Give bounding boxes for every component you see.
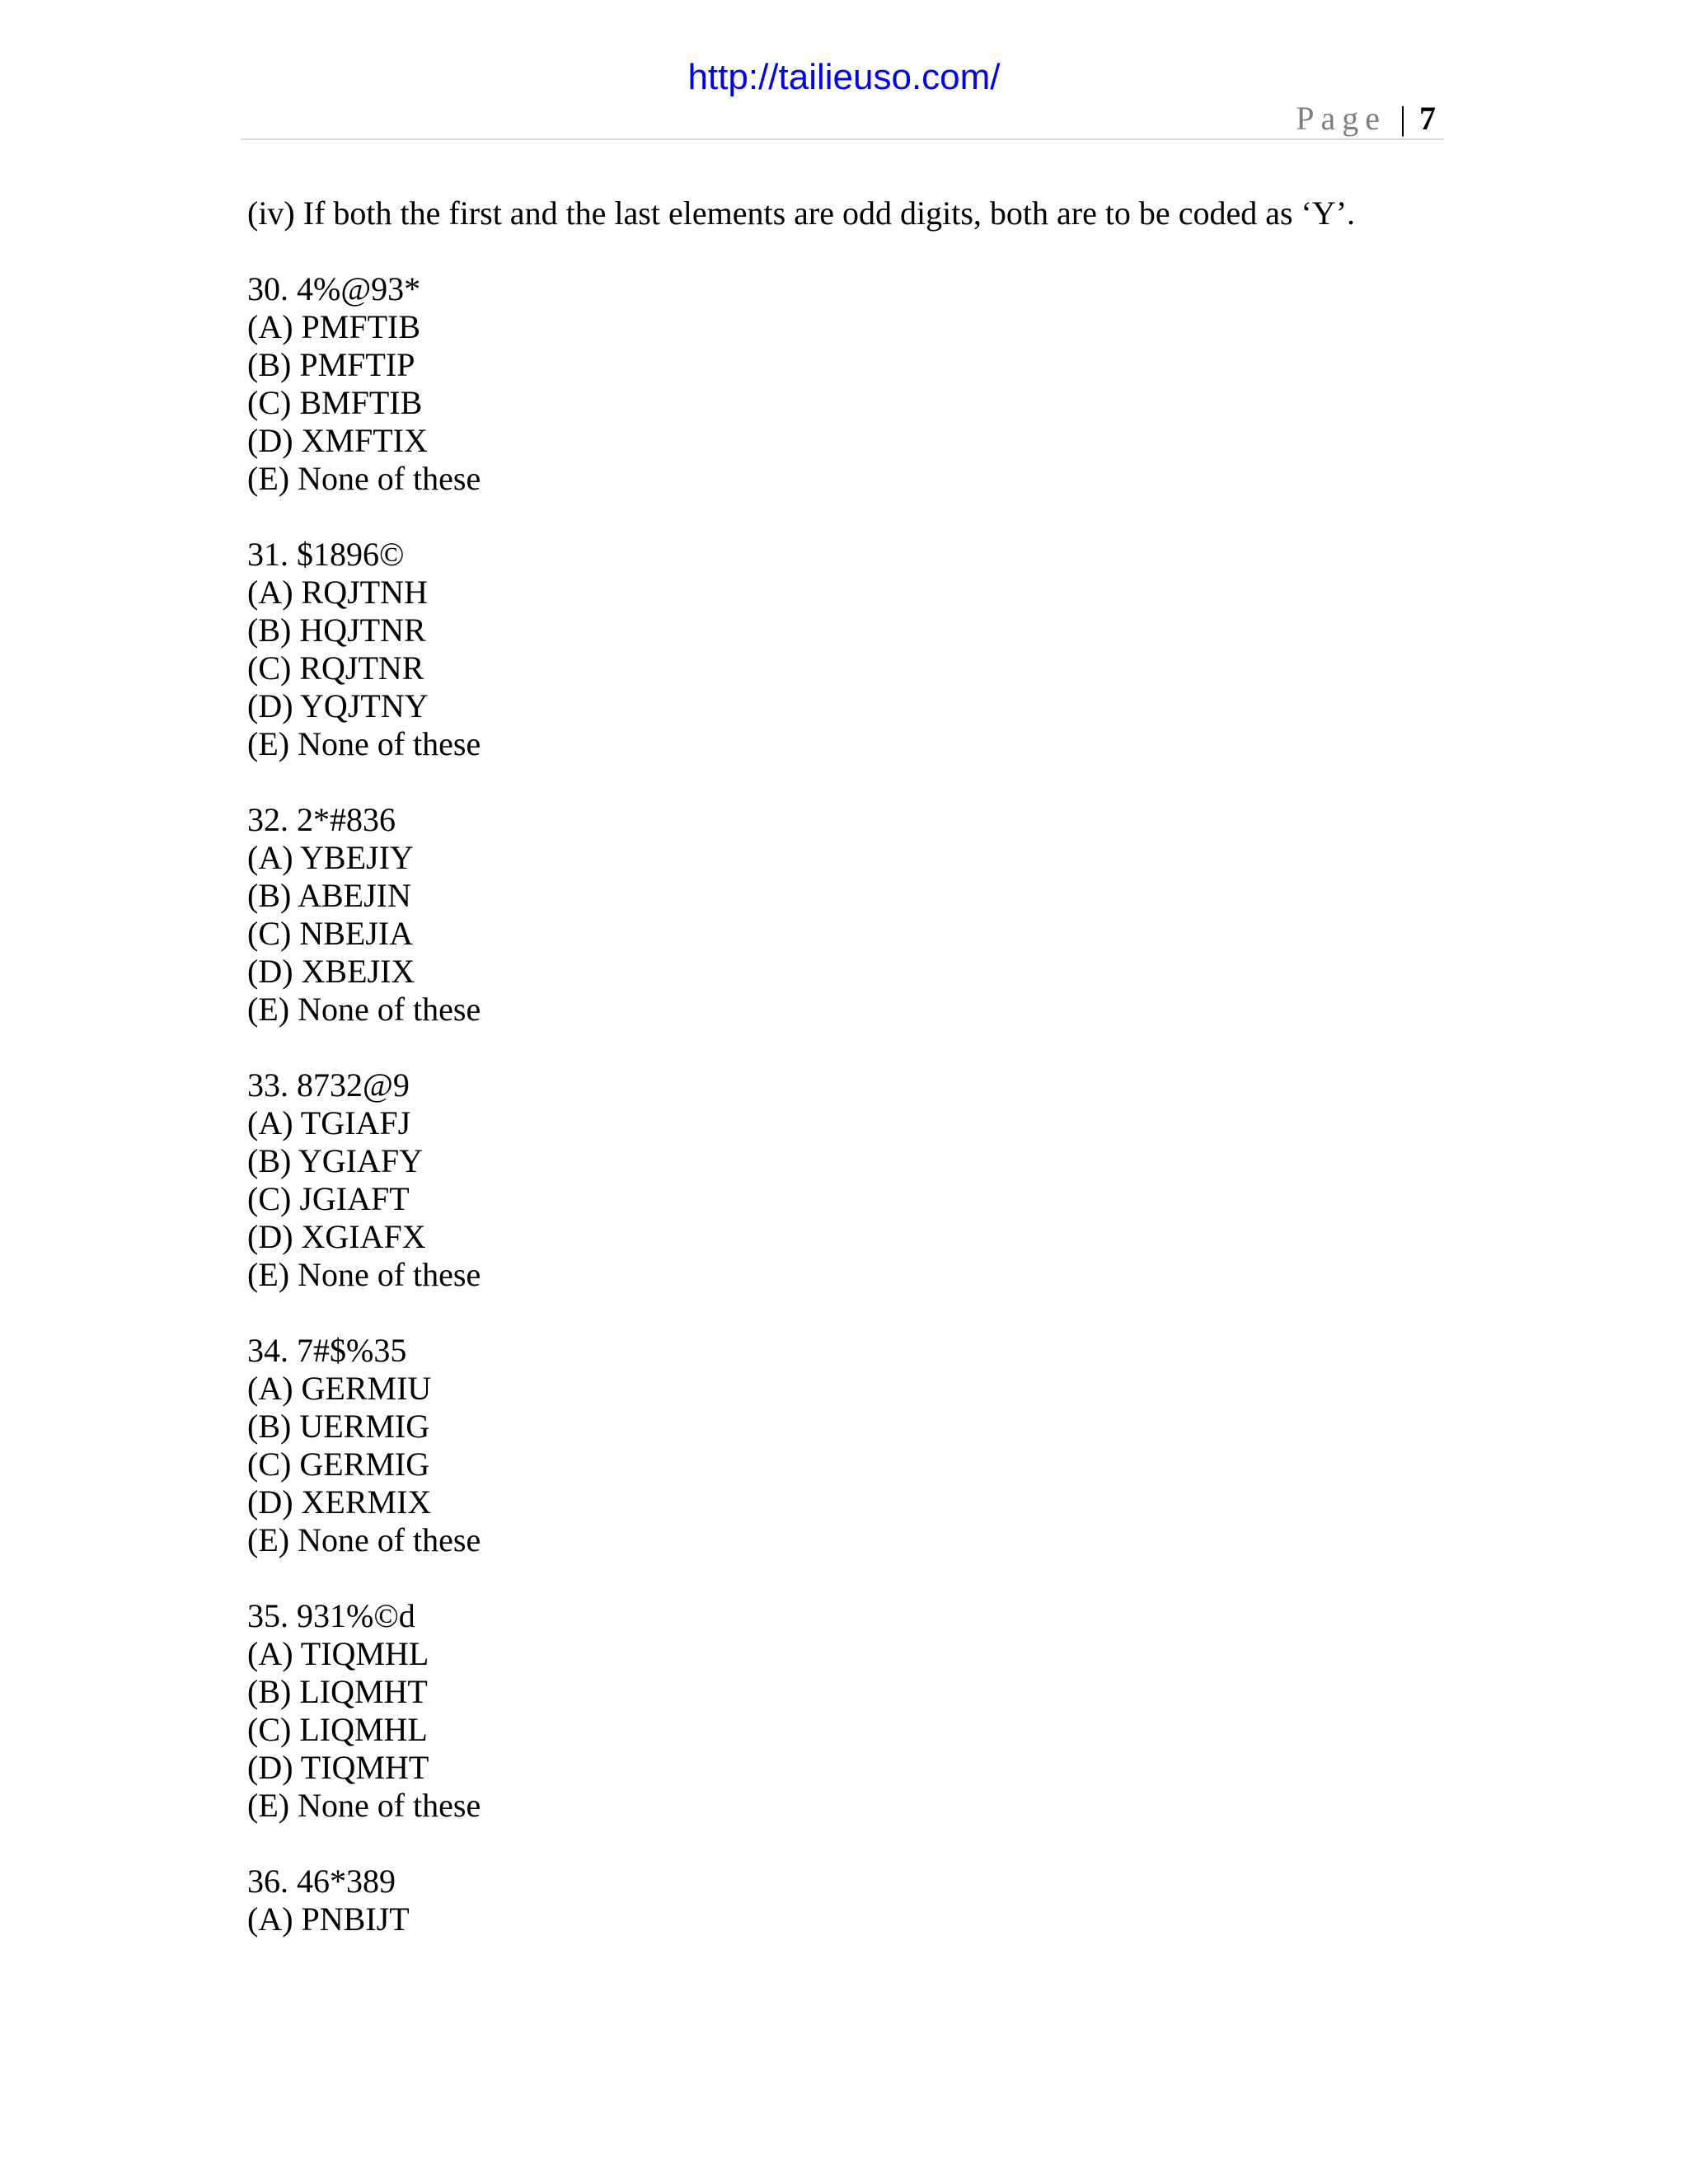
question-line <box>247 270 1451 308</box>
rule-iv-text: (iv) If both the first and the last elements are odd digits, both are to be coded as ‘Y’. <box>247 194 1356 232</box>
answer-option: (A) RQJTNH <box>247 574 428 611</box>
question-number: 31. <box>247 536 288 573</box>
question-block <box>247 801 1451 1029</box>
question-line <box>247 1597 1451 1635</box>
question-block <box>247 1066 1451 1294</box>
question-block <box>247 1863 1451 1938</box>
answer-option: (C) BMFTIB <box>247 384 423 421</box>
question-line <box>247 1066 1451 1104</box>
answer-option: (B) ABEJIN <box>247 877 411 914</box>
page-number: 7 <box>1419 100 1436 137</box>
answer-option: (E) None of these <box>247 991 481 1028</box>
question-block <box>247 270 1451 498</box>
page-indicator <box>1296 97 1436 140</box>
answer-option: (D) XBEJIX <box>247 953 415 990</box>
page-separator: | <box>1399 100 1406 137</box>
question-number: 32. <box>247 801 288 838</box>
answer-option: (B) PMFTIP <box>247 346 415 383</box>
answer-option: (E) None of these <box>247 1787 481 1824</box>
answer-option: (B) LIQMHT <box>247 1673 428 1710</box>
question-number: 34. <box>247 1332 288 1369</box>
question-prompt: 4%@93* <box>297 270 421 307</box>
answer-option: (B) UERMIG <box>247 1408 430 1445</box>
answer-option: (D) TIQMHT <box>247 1749 429 1786</box>
question-prompt: 931%©d <box>297 1597 415 1634</box>
answer-option: (C) JGIAFT <box>247 1180 410 1217</box>
answer-option: (D) XMFTIX <box>247 422 428 459</box>
answer-option: (C) RQJTNR <box>247 649 424 687</box>
answer-option: (A) PNBIJT <box>247 1900 410 1938</box>
answer-option: (C) GERMIG <box>247 1446 430 1483</box>
question-line <box>247 1332 1451 1370</box>
question-prompt: 8732@9 <box>297 1066 410 1104</box>
answer-option: (E) None of these <box>247 1256 481 1293</box>
question-prompt: $1896© <box>297 536 405 573</box>
question-number: 35. <box>247 1597 288 1634</box>
question-list <box>247 270 1451 1938</box>
document-body <box>247 194 1451 1976</box>
header-divider <box>241 138 1444 140</box>
question-line <box>247 536 1451 574</box>
question-prompt: 7#$%35 <box>297 1332 407 1369</box>
answer-option: (A) GERMIU <box>247 1370 432 1407</box>
question-line <box>247 801 1451 839</box>
answer-option: (C) LIQMHL <box>247 1711 428 1748</box>
answer-option: (D) XGIAFX <box>247 1218 426 1255</box>
answer-option: (B) YGIAFY <box>247 1142 423 1179</box>
answer-option: (B) HQJTNR <box>247 612 426 649</box>
answer-option: (E) None of these <box>247 1521 481 1558</box>
question-number: 30. <box>247 270 288 307</box>
answer-option: (C) NBEJIA <box>247 915 414 952</box>
question-block <box>247 1332 1451 1559</box>
question-number: 36. <box>247 1863 288 1900</box>
answer-option: (A) TIQMHL <box>247 1635 429 1672</box>
answer-option: (D) XERMIX <box>247 1483 432 1521</box>
question-number: 33. <box>247 1066 288 1104</box>
answer-option: (A) TGIAFJ <box>247 1104 411 1141</box>
answer-option: (A) PMFTIB <box>247 308 421 345</box>
page-word: Page <box>1296 100 1386 137</box>
question-prompt: 2*#836 <box>297 801 396 838</box>
answer-option: (A) YBEJIY <box>247 839 414 876</box>
question-block <box>247 1597 1451 1825</box>
header-url-link[interactable]: http://tailieuso.com/ <box>687 57 1001 97</box>
question-prompt: 46*389 <box>297 1863 396 1900</box>
answer-option: (D) YQJTNY <box>247 687 429 724</box>
question-block <box>247 536 1451 763</box>
answer-option: (E) None of these <box>247 460 481 497</box>
answer-option: (E) None of these <box>247 725 481 762</box>
question-line <box>247 1863 1451 1900</box>
